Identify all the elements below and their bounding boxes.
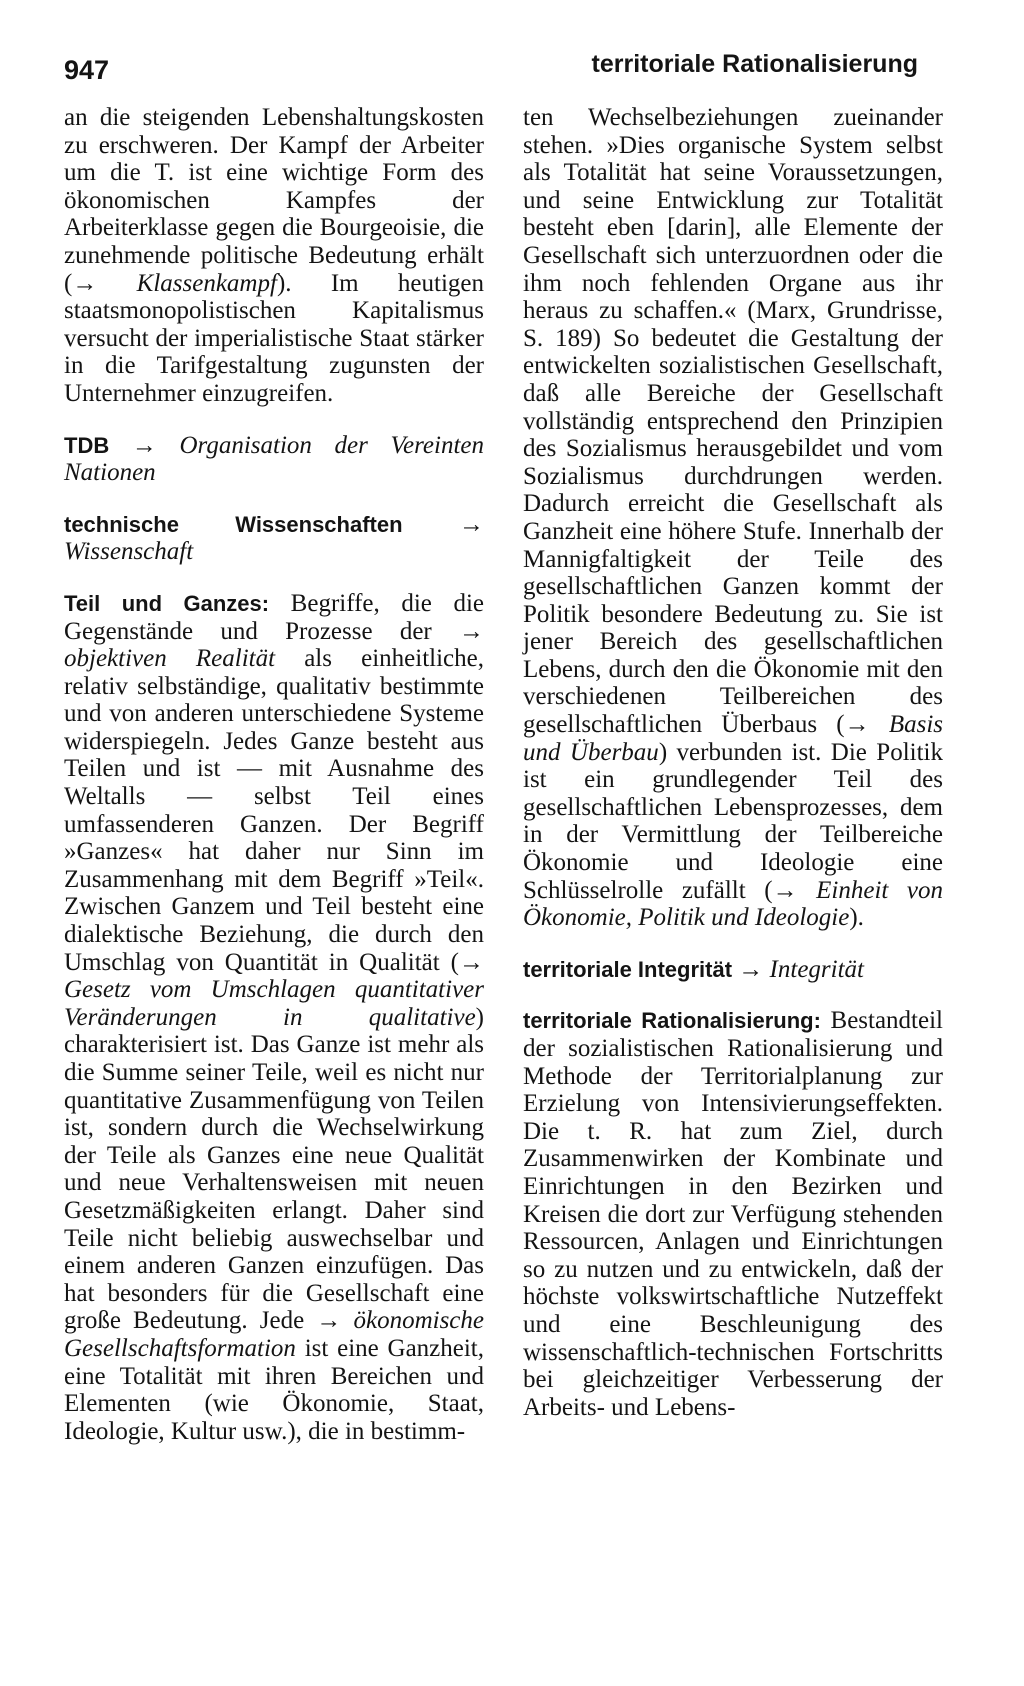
entry-teil-und-ganzes (64, 590, 484, 1445)
entry-technische-wissenschaften (64, 511, 484, 566)
entry-text: Begriffe, die die Gegenstände und Prozesse der (64, 589, 485, 645)
cross-reference[interactable]: Basis und Überbau (523, 711, 944, 766)
page-number: 947 (64, 55, 110, 85)
entry-term: territoriale Rationalisierung: (523, 1008, 821, 1034)
continuation-text: ten Wechselbeziehungen zueinander stehen. »Dies organische System selbst als Totalität hat seine Voraussetzungen, und seine Entwicklung zur Totalität besteht eben [darin], alle Elemente der Gesellschaft sich unterzuordnen oder die ihm noch fehlenden Organe aus ihr heraus zu schaffen.« (Marx, Grundrisse, S. 189) So bedeutet die Gestaltung der entwickelten sozialistischen Gesellschaft, daß alle Bereiche der Gesellschaft vollständig entsprechend den Prinzipien des Sozialismus herausgebildet und vom Sozialismus durchdrungen werden. Dadurch erreicht die Gesellschaft als Ganzheit eine höhere Stufe. Innerhalb der Mannigfaltigkeit der Teile des gesellschaftlichen Ganzen kommt der Politik besondere Bedeutung zu. Sie ist jener Bereich des gesellschaftlichen Lebens, durch den die Ökonomie mit den verschiedenen Teilbereichen des gesellschaftlichen Überbaus ( (523, 104, 943, 739)
arrow-icon: → (459, 948, 484, 976)
entry-term: TDB (64, 432, 110, 458)
cross-reference[interactable]: Gesetz vom Umschlagen quantitativer Veränderungen in qualitative (64, 976, 484, 1031)
entry-text: Bestandteil der sozialistischen Rationalisierung und Methode der Territorialplanung zur Erzielung von Intensivierungseffekten. Die t. R. hat zum Ziel, durch Zusammenwirken der Kombinate und Einrichtungen in den Bezirken und Kreisen die dort zur Verfügung stehenden Ressourcen, Anlagen und Einrichtungen so zu nutzen und zu entwickeln, daß der höchste volkswirtschaftliche Nutzeffekt und eine Beschleunigung des wissenschaftlich-technischen Fortschritts bei gleichzeitiger Verbesserung der Arbeits- und Lebens- (523, 1007, 943, 1421)
arrow-icon: → (844, 711, 870, 739)
cross-reference[interactable]: ökonomische Gesellschaftsformation (64, 1307, 484, 1362)
arrow-icon: → (459, 617, 484, 645)
cross-reference[interactable]: Wissenschaft (64, 538, 194, 566)
cross-reference[interactable]: Einheit von Ökonomie, Politik und Ideologie (523, 876, 943, 932)
cross-reference[interactable]: Klassenkampf (136, 269, 277, 297)
left-column (64, 104, 484, 1445)
entry-term: technische Wissenschaften (64, 511, 403, 537)
cross-reference[interactable]: Integrität (769, 955, 864, 983)
entry-text: als einheitliche, relativ selbständige, qualitativ bestimmte und von anderen unterschiedene Systeme widerspiegeln. Jedes Ganze besteht aus Teilen und ist — mit Ausnahme des Weltalls — selbst Teil eines umfassenderen Ganzen. Der Begriff »Ganzes« hat daher nur Sinn im Zusammenhang mit dem Begriff »Teil«. Zwischen Ganzem und Teil besteht eine dialektische Beziehung, die durch den Umschlag von Quantität in Qualität ( (64, 645, 485, 976)
cross-reference[interactable]: objektiven Realität (64, 645, 276, 673)
entry-continuation (64, 104, 484, 408)
continuation-text: ). Im heutigen staatsmonopolistischen Kapitalismus versucht der imperialistische Staat stärker in die Tarifgestaltung zugunsten der Unternehmer einzugreifen. (64, 269, 485, 407)
right-column (523, 104, 943, 1421)
continuation-text: an die steigenden Lebenshaltungskosten zu erschweren. Der Kampf der Arbeiter um die T. ist eine wichtige Form des ökonomischen Kampfes der Arbeiterklasse gegen die Bourgeoisie, die zunehmende politische Bedeutung erhält ( (64, 104, 484, 297)
entry-term: territoriale Integrität (523, 956, 733, 982)
entry-continuation (523, 104, 943, 932)
entry-term: Teil und Ganzes: (64, 590, 270, 616)
arrow-icon: → (131, 431, 157, 459)
entry-text: ) charakterisiert ist. Das Ganze ist mehr als die Summe seiner Teile, weil es nicht nur quantitative Zusammenfügung von Teilen ist, sondern durch die Wechselwirkung der Teile als Ganzes eine neue Qualität und neue Verhaltensweisen mit neuen Gesetzmäßigkeiten erlangt. Daher sind Teile nicht beliebig auswechselbar und einem anderen Ganzen einzufügen. Das hat besonders für die Gesellschaft eine große Bedeutung. Jede (64, 1003, 484, 1335)
arrow-icon: → (738, 955, 764, 983)
entry-territoriale-rationalisierung (523, 1007, 943, 1421)
arrow-icon: → (72, 269, 98, 297)
arrow-icon: → (316, 1307, 342, 1335)
arrow-icon: → (459, 510, 484, 538)
continuation-text: ) verbunden ist. Die Politik ist ein grundlegender Teil des gesellschaftlichen Lebensprozesses, dem in der Vermittlung der Teilbereiche Ökonomie und Ideologie eine Schlüsselrolle zufällt ( (523, 738, 943, 904)
cross-reference[interactable]: Organisation der Vereinten Nationen (64, 431, 485, 487)
arrow-icon: → (772, 876, 798, 904)
entry-text: ist eine Ganzheit, eine Totalität mit ihren Bereichen und Elementen (wie Ökonomie, Staat, Ideologie, Kultur usw.), die in bestimm- (64, 1334, 484, 1445)
entry-tdb (64, 432, 484, 487)
continuation-text: ). (849, 904, 864, 932)
entry-territoriale-integritaet (523, 956, 943, 984)
running-head: territoriale Rationalisierung (591, 50, 918, 78)
